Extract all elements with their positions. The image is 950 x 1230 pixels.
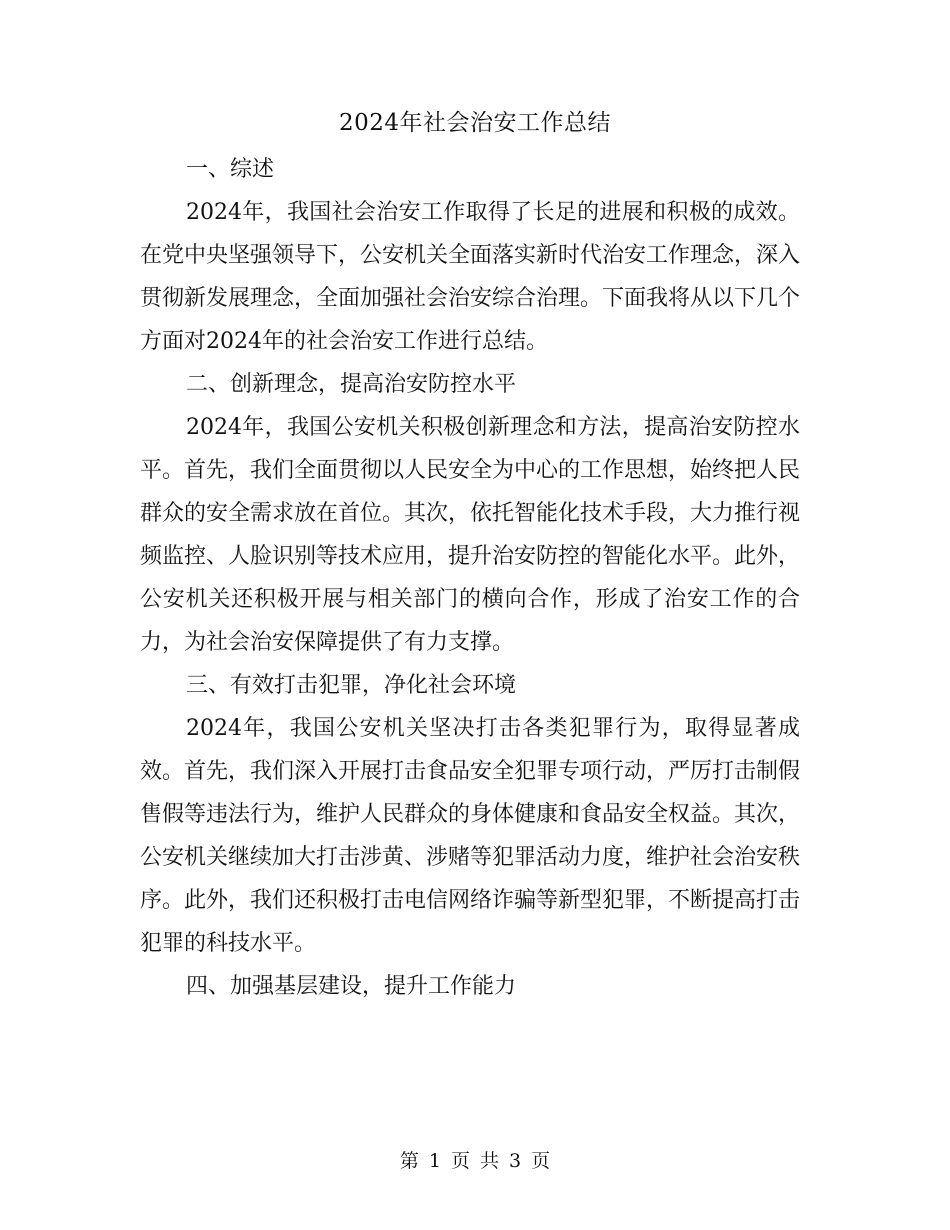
- section-heading-1: 一、综述: [186, 157, 275, 182]
- section-paragraph-3: 2024年，我国公安机关坚决打击各类犯罪行为，取得显著成效。首先，我们深入开展打击食品安全犯罪专项行动，严厉打击制假售假等违法行为，维护人民群众的身体健康和食品安全权益。其次，公安机关继续加大打击涉黄、涉赌等犯罪活动力度，维护社会治安秩序。此外，我们还积极打击电信网络诈骗等新型犯罪，不断提高打击犯罪的科技水平。: [140, 716, 801, 956]
- document-body: [140, 148, 800, 1008]
- section-paragraph-1: 2024年，我国社会治安工作取得了长足的进展和积极的成效。在党中央坚强领导下，公安机关全面落实新时代治安工作理念，深入贯彻新发展理念，全面加强社会治安综合治理。下面我将从以下几个方面对2024年的社会治安工作进行总结。: [140, 200, 801, 354]
- section-heading-2: 二、创新理念，提高治安防控水平: [186, 372, 517, 397]
- section-heading-3: 三、有效打击犯罪，净化社会环境: [186, 673, 517, 698]
- section-paragraph-2: 2024年，我国公安机关积极创新理念和方法，提高治安防控水平。首先，我们全面贯彻以人民安全为中心的工作思想，始终把人民群众的安全需求放在首位。其次，依托智能化技术手段，大力推行视频监控、人脸识别等技术应用，提升治安防控的智能化水平。此外，公安机关还积极开展与相关部门的横向合作，形成了治安工作的合力，为社会治安保障提供了有力支撑。: [140, 415, 801, 655]
- section-heading-4: 四、加强基层建设，提升工作能力: [186, 974, 517, 999]
- page-number-footer: 第 1 页 共 3 页: [399, 1150, 551, 1172]
- document-title: 2024年社会治安工作总结: [338, 110, 612, 136]
